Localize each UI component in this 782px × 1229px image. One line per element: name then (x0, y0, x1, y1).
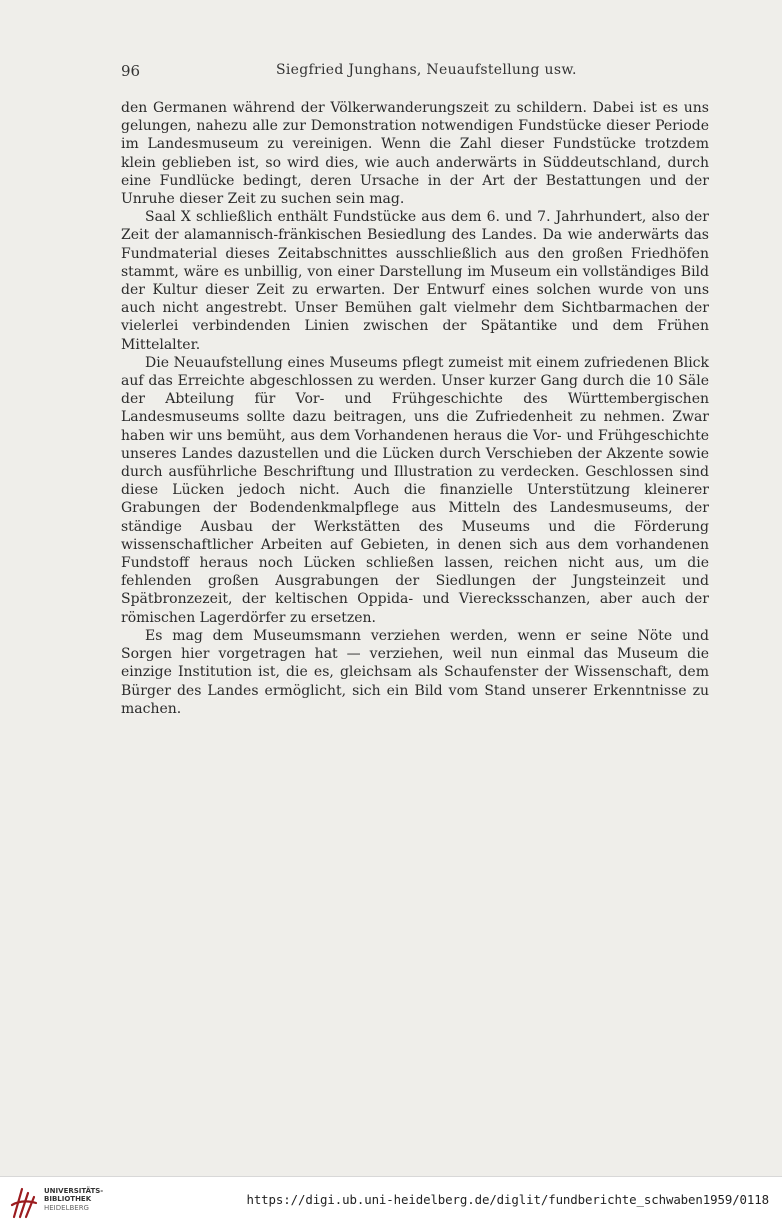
page-number: 96 (121, 62, 141, 80)
paragraph: Die Neuaufstellung eines Museums pflegt zumeist mit einem zufriedenen Blick auf das Erreichte abgeschlossen zu werden. Unser kurzer Gang durch die 10 Säle der Abteilung für Vor- und Frühgeschichte des Württembergischen Landesmuseums sollte dazu beitragen, uns die Zufriedenheit zu nehmen. Zwar haben wir uns bemüht, aus dem Vorhandenen heraus die Vor- und Frühgeschichte unseres Landes dazustellen und die Lücken durch Verschieben der Akzente sowie durch ausführliche Beschriftung und Illustration zu verdecken. Geschlossen sind diese Lücken jedoch nicht. Auch die finanzielle Unterstützung kleinerer Grabungen der Bodendenkmalpflege aus Mitteln des Landesmuseums, der ständige Ausbau der Werkstätten des Museums und die Förderung wissenschaftlicher Arbeiten auf Gebieten, in denen sich aus dem vorhandenen Fundstoff heraus noch Lücken schließen lassen, reichen nicht aus, um die fehlenden großen Ausgrabungen der Siedlungen der Jungsteinzeit und Spätbronzezeit, der keltischen Oppida- und Vierecksschanzen, aber auch der römischen Lagerdörfer zu ersetzen. (121, 354, 709, 626)
paragraph: Saal X schließlich enthält Fundstücke aus dem 6. und 7. Jahrhundert, also der Zeit der alamannisch-fränkischen Besiedlung des Landes. Da wie anderwärts das Fundmaterial dieses Zeitabschnittes ausschließlich aus den großen Friedhöfen stammt, wäre es unbillig, von einer Darstellung im Museum ein vollständiges Bild der Kultur dieser Zeit zu erwarten. Der Entwurf eines solchen wurde von uns auch nicht angestrebt. Unser Bemühen galt vielmehr dem Sichtbarmachen der vielerlei verbindenden Linien zwischen der Spätantike und dem Frühen Mittelalter. (121, 209, 709, 353)
permalink-url[interactable]: https://digi.ub.uni-heidelberg.de/diglit/fundberichte_schwaben1959/0118 (246, 1192, 769, 1207)
running-title: Siegfried Junghans, Neuaufstellung usw. (276, 62, 577, 78)
paragraph: den Germanen während der Völkerwanderungszeit zu schildern. Dabei ist es uns gelungen, nahezu alle zur Demonstration notwendigen Fundstücke dieser Periode im Landesmuseum zu vereinigen. Wenn die Zahl dieser Fundstücke trotzdem klein geblieben ist, so wird dies, wie auch anderwärts in Süddeutschland, durch eine Fundlücke bedingt, deren Ursache in der Art der Bestattungen und der Unruhe dieser Zeit zu suchen sein mag. (121, 100, 709, 208)
library-city: HEIDELBERG (44, 1203, 89, 1212)
library-name-line2: BIBLIOTHEK (44, 1195, 92, 1204)
library-name-line1: UNIVERSITÄTS- (44, 1187, 104, 1195)
footer-bar (0, 1176, 782, 1229)
library-name (44, 1187, 103, 1212)
running-header (121, 62, 709, 82)
paragraph: Es mag dem Museumsmann verziehen werden, wenn er seine Nöte und Sorgen hier vorgetragen hat — verziehen, weil nun einmal das Museum die einzige Institution ist, die es, gleichsam als Schaufenster der Wissenschaft, dem Bürger des Landes ermöglicht, sich ein Bild vom Stand unserer Erkenntnisse zu machen. (121, 627, 709, 717)
library-logo-icon[interactable] (8, 1183, 44, 1223)
body-text (121, 99, 709, 718)
